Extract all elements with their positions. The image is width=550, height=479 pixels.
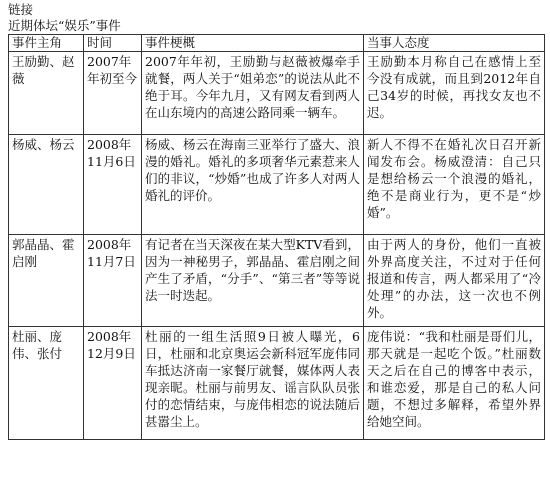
events-table [8, 34, 545, 440]
cell-time: 2008年11月7日 [84, 235, 142, 327]
header-protagonists: 事件主角 [9, 35, 84, 52]
cell-summary: 有记者在当天深夜在某大型KTV看到，因为一神秘男子，郭晶晶、霍启刚之间产生了矛盾，“分手”、“第三者”等等说法一时迭起。 [142, 235, 364, 327]
cell-attitude: 庞伟说：“我和杜丽是哥们儿，那天就是一起吃个饭。”杜丽数天之后在自己的博客中表示，和谁恋爱，那是自己的私人问题，不想过多解释，希望外界给她空间。 [364, 327, 545, 440]
cell-time: 2008年12月9日 [84, 327, 142, 440]
table-row [9, 135, 545, 235]
header-time: 时间 [84, 35, 142, 52]
table-row [9, 52, 545, 135]
cell-attitude: 由于两人的身份，他们一直被外界高度关注，不过对于任何报道和传言，两人都采用了“冷处理”的办法，这一次也不例外。 [364, 235, 545, 327]
cell-protagonists: 王励勤、赵薇 [9, 52, 84, 135]
cell-protagonists: 杜丽、庞伟、张付 [9, 327, 84, 440]
header-summary: 事件梗概 [142, 35, 364, 52]
header-attitude: 当事人态度 [364, 35, 545, 52]
table-row [9, 235, 545, 327]
cell-time: 2007年年初至今 [84, 52, 142, 135]
table-header-row [9, 35, 545, 52]
table-title: 近期体坛“娱乐”事件 [8, 18, 121, 33]
cell-protagonists: 杨威、杨云 [9, 135, 84, 235]
cell-time: 2008年11月6日 [84, 135, 142, 235]
cell-summary: 2007年年初，王励勤与赵薇被爆牵手就餐，两人关于“姐弟恋”的说法从此不绝于耳。今年九月，又有网友看到两人在山东境内的高速公路同乘一辆车。 [142, 52, 364, 135]
section-label: 链接 [8, 2, 34, 17]
table-row [9, 327, 545, 440]
cell-summary: 杨威、杨云在海南三亚举行了盛大、浪漫的婚礼。婚礼的多项奢华元素惹来人们的非议，“炒婚”也成了许多人对两人婚礼的评价。 [142, 135, 364, 235]
cell-summary: 杜丽的一组生活照9日被人曝光，6日，杜丽和北京奥运会新科冠军庞伟同车抵达济南一家餐厅就餐，媒体两人表现亲昵。杜丽与前男友、谣言队队员张付的恋情结束，与庞伟相恋的说法随后甚嚣尘上。 [142, 327, 364, 440]
cell-attitude: 王励勤本月称自己在感情上至今没有成就，而且到2012年自己34岁的时候，再找女友也不迟。 [364, 52, 545, 135]
cell-attitude: 新人不得不在婚礼次日召开新闻发布会。杨威澄清：自己只是想给杨云一个浪漫的婚礼，绝不是商业行为，更不是“炒婚”。 [364, 135, 545, 235]
document [8, 2, 544, 440]
cell-protagonists: 郭晶晶、霍启刚 [9, 235, 84, 327]
